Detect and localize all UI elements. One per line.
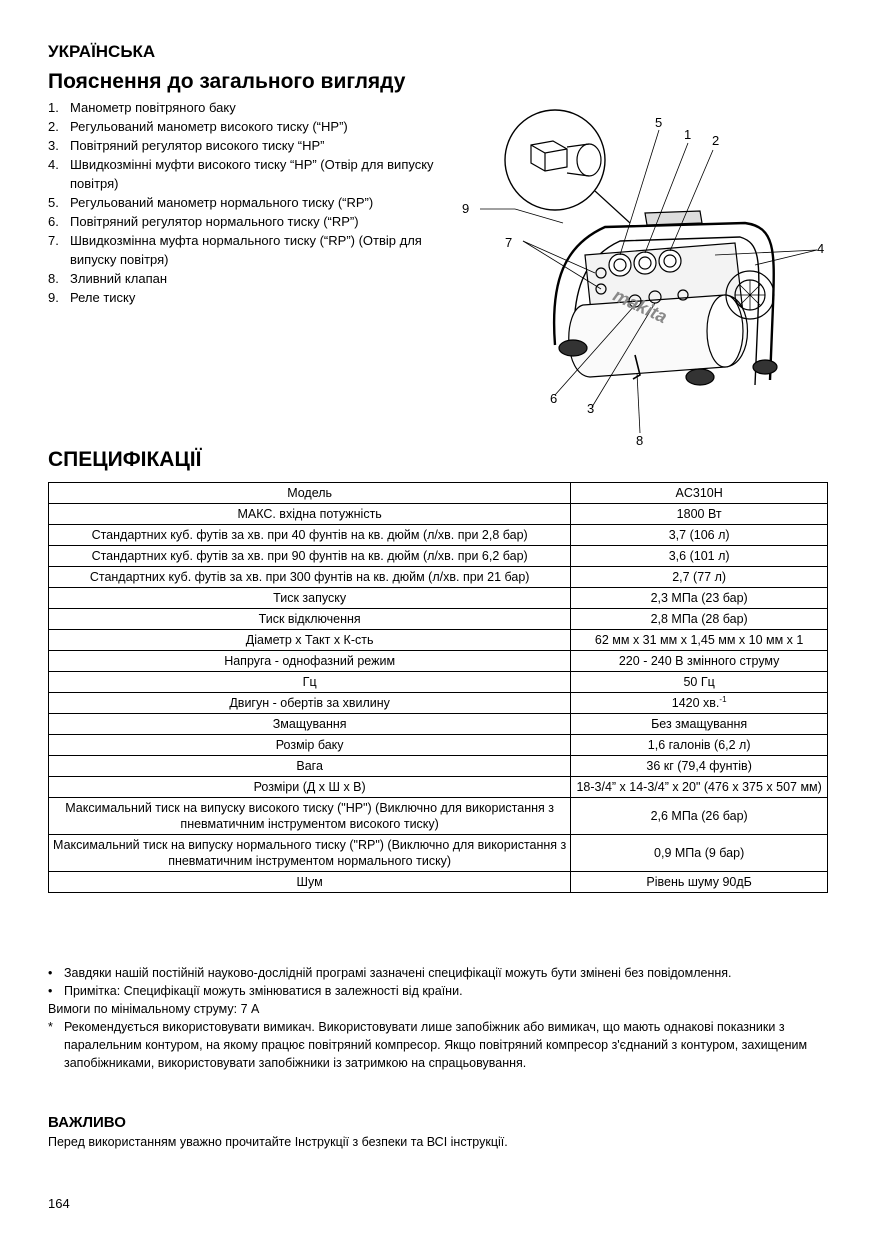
note-item bbox=[48, 1018, 838, 1072]
spec-label: Розмір баку bbox=[49, 735, 571, 756]
gauge-rp bbox=[659, 250, 681, 272]
item-text: Реле тиску bbox=[70, 290, 136, 305]
item-number: 1. bbox=[48, 100, 59, 115]
table-row bbox=[49, 546, 828, 567]
spec-value: 3,6 (101 л) bbox=[571, 546, 828, 567]
callout-1: 1 bbox=[684, 127, 692, 142]
table-row bbox=[49, 651, 828, 672]
callout-2: 2 bbox=[712, 133, 720, 148]
table-row bbox=[49, 835, 828, 872]
item-text: Манометр повітряного баку bbox=[70, 100, 236, 115]
note-text: Примітка: Специфікації можуть змінюватися в залежності від країни. bbox=[64, 984, 463, 998]
table-row bbox=[49, 672, 828, 693]
table-row bbox=[49, 483, 828, 504]
item-text: Регульований манометр нормального тиску (“RP”) bbox=[70, 195, 374, 210]
item-text: Зливний клапан bbox=[70, 271, 168, 286]
spec-title: СПЕЦИФІКАЦІЇ bbox=[48, 448, 202, 471]
foot bbox=[686, 369, 714, 385]
spec-label: Гц bbox=[49, 672, 571, 693]
spec-label: Модель bbox=[49, 483, 571, 504]
list-item bbox=[48, 117, 448, 136]
spec-label: Діаметр х Такт х К-сть bbox=[49, 630, 571, 651]
spec-value: Рівень шуму 90дБ bbox=[571, 872, 828, 893]
spec-value: 0,9 МПа (9 бар) bbox=[571, 835, 828, 872]
item-number: 5. bbox=[48, 195, 59, 210]
spec-label: Стандартних куб. футів за хв. при 90 фунтів на кв. дюйм (л/хв. при 6,2 бар) bbox=[49, 546, 571, 567]
table-row bbox=[49, 504, 828, 525]
spec-label: Тиск запуску bbox=[49, 588, 571, 609]
item-number: 6. bbox=[48, 214, 59, 229]
spec-value: 18-3/4” x 14-3/4” x 20" (476 x 375 x 507 мм) bbox=[571, 777, 828, 798]
spec-value: 50 Гц bbox=[571, 672, 828, 693]
table-row bbox=[49, 567, 828, 588]
spec-value: 1,6 галонів (6,2 л) bbox=[571, 735, 828, 756]
table-row bbox=[49, 630, 828, 651]
spec-label: Стандартних куб. футів за хв. при 300 фунтів на кв. дюйм (л/хв. при 21 бар) bbox=[49, 567, 571, 588]
table-row bbox=[49, 714, 828, 735]
important-heading: ВАЖЛИВО bbox=[48, 1114, 126, 1131]
table-row bbox=[49, 693, 828, 714]
spec-label: Тиск відключення bbox=[49, 609, 571, 630]
item-text: Повітряний регулятор високого тиску “HP” bbox=[70, 138, 325, 153]
spec-label: Максимальний тиск на випуску нормального тиску ("RP") (Виключно для використання з пневматичним інструментом нормального тиску) bbox=[49, 835, 571, 872]
foot bbox=[753, 360, 777, 374]
callout-3: 3 bbox=[587, 401, 595, 416]
table-row bbox=[49, 609, 828, 630]
note-text: Вимоги по мінімальному струму: 7 А bbox=[48, 1002, 260, 1016]
note-item bbox=[48, 982, 838, 1000]
item-text: Швидкозмінна муфта нормального тиску (“RP”) (Отвір для випуску повітря) bbox=[70, 233, 422, 267]
list-item bbox=[48, 193, 448, 212]
gauge-tank bbox=[609, 254, 631, 276]
spec-label: Напруга - однофазний режим bbox=[49, 651, 571, 672]
callout-6: 6 bbox=[550, 391, 558, 406]
spec-value: 2,3 МПа (23 бар) bbox=[571, 588, 828, 609]
table-row bbox=[49, 735, 828, 756]
gauge-hp bbox=[634, 252, 656, 274]
list-item bbox=[48, 288, 448, 307]
table-row bbox=[49, 798, 828, 835]
spec-label: Вага bbox=[49, 756, 571, 777]
list-item bbox=[48, 98, 448, 117]
spec-label: МАКС. вхідна потужність bbox=[49, 504, 571, 525]
item-number: 4. bbox=[48, 157, 59, 172]
page-number: 164 bbox=[48, 1196, 70, 1211]
item-text: Повітряний регулятор нормального тиску (“RP”) bbox=[70, 214, 359, 229]
bullet: • bbox=[48, 984, 53, 998]
spec-value: 2,8 МПа (28 бар) bbox=[571, 609, 828, 630]
list-item bbox=[48, 136, 448, 155]
spec-label: Змащування bbox=[49, 714, 571, 735]
spec-value: 1800 Вт bbox=[571, 504, 828, 525]
spec-label: Розміри (Д х Ш х В) bbox=[49, 777, 571, 798]
table-row bbox=[49, 588, 828, 609]
spec-table bbox=[48, 482, 828, 893]
callout-9: 9 bbox=[462, 201, 470, 216]
spec-value: 62 мм x 31 мм x 1,45 мм x 10 мм x 1 bbox=[571, 630, 828, 651]
callout-4: 4 bbox=[817, 241, 825, 256]
foot bbox=[559, 340, 587, 356]
item-number: 3. bbox=[48, 138, 59, 153]
item-number: 8. bbox=[48, 271, 59, 286]
list-item bbox=[48, 269, 448, 288]
item-number: 9. bbox=[48, 290, 59, 305]
brand-logo: makita bbox=[610, 284, 671, 328]
important-text: Перед використанням уважно прочитайте Інструкції з безпеки та ВСІ інструкції. bbox=[48, 1135, 508, 1149]
item-number: 7. bbox=[48, 233, 59, 248]
spec-value: 2,7 (77 л) bbox=[571, 567, 828, 588]
switch-cylinder bbox=[577, 144, 601, 176]
bullet: • bbox=[48, 966, 53, 980]
list-item bbox=[48, 231, 448, 269]
spec-value: Без змащування bbox=[571, 714, 828, 735]
spec-value: 3,7 (106 л) bbox=[571, 525, 828, 546]
table-row bbox=[49, 777, 828, 798]
spec-value: 36 кг (79,4 фунтів) bbox=[571, 756, 828, 777]
item-text: Швидкозмінні муфти високого тиску “HP” (Отвір для випуску повітря) bbox=[70, 157, 434, 191]
spec-value-sup: -1 bbox=[719, 694, 727, 704]
list-item bbox=[48, 212, 448, 231]
table-row bbox=[49, 525, 828, 546]
handle bbox=[645, 211, 702, 225]
bullet: * bbox=[48, 1020, 53, 1034]
pressure-switch-icon bbox=[531, 141, 567, 171]
table-row bbox=[49, 756, 828, 777]
spec-label: Максимальний тиск на випуску високого тиску ("HP") (Виключно для використання з пневматичним інструментом високого тиску) bbox=[49, 798, 571, 835]
spec-value: 2,6 МПа (26 бар) bbox=[571, 798, 828, 835]
callout-8: 8 bbox=[636, 433, 644, 448]
overview-title: Пояснення до загального вигляду bbox=[48, 70, 406, 93]
language-heading: УКРАЇНСЬКА bbox=[48, 42, 156, 61]
callout-7: 7 bbox=[505, 235, 513, 250]
note-item bbox=[48, 964, 838, 982]
spec-notes bbox=[48, 964, 838, 1072]
item-text: Регульований манометр високого тиску (“HP”) bbox=[70, 119, 348, 134]
parts-list bbox=[48, 98, 448, 307]
spec-label: Двигун - обертів за хвилину bbox=[49, 693, 571, 714]
item-number: 2. bbox=[48, 119, 59, 134]
note-text: Рекомендується використовувати вимикач. Використовувати лише запобіжник або вимикач, що мають однакові показники з паралельним контуром, на якому працює повітряний компресор. Якщо повітряний компресор з'єднаний з контуром, захищеним запобіжниками, використовувати запобіжники із затримкою на спрацьовування. bbox=[64, 1020, 808, 1070]
spec-label: Стандартних куб. футів за хв. при 40 фунтів на кв. дюйм (л/хв. при 2,8 бар) bbox=[49, 525, 571, 546]
spec-value: AC310H bbox=[571, 483, 828, 504]
spec-value bbox=[571, 693, 828, 714]
spec-value-text: 1420 хв. bbox=[671, 696, 720, 710]
table-row bbox=[49, 872, 828, 893]
callout-5: 5 bbox=[655, 115, 663, 130]
compressor-illustration bbox=[455, 105, 845, 455]
note-item bbox=[48, 1000, 838, 1018]
list-item bbox=[48, 155, 448, 193]
note-text: Завдяки нашій постійній науково-дослідній програмі зазначені специфікації можуть бути змінені без повідомлення. bbox=[64, 966, 732, 980]
spec-value: 220 - 240 В змінного струму bbox=[571, 651, 828, 672]
spec-label: Шум bbox=[49, 872, 571, 893]
